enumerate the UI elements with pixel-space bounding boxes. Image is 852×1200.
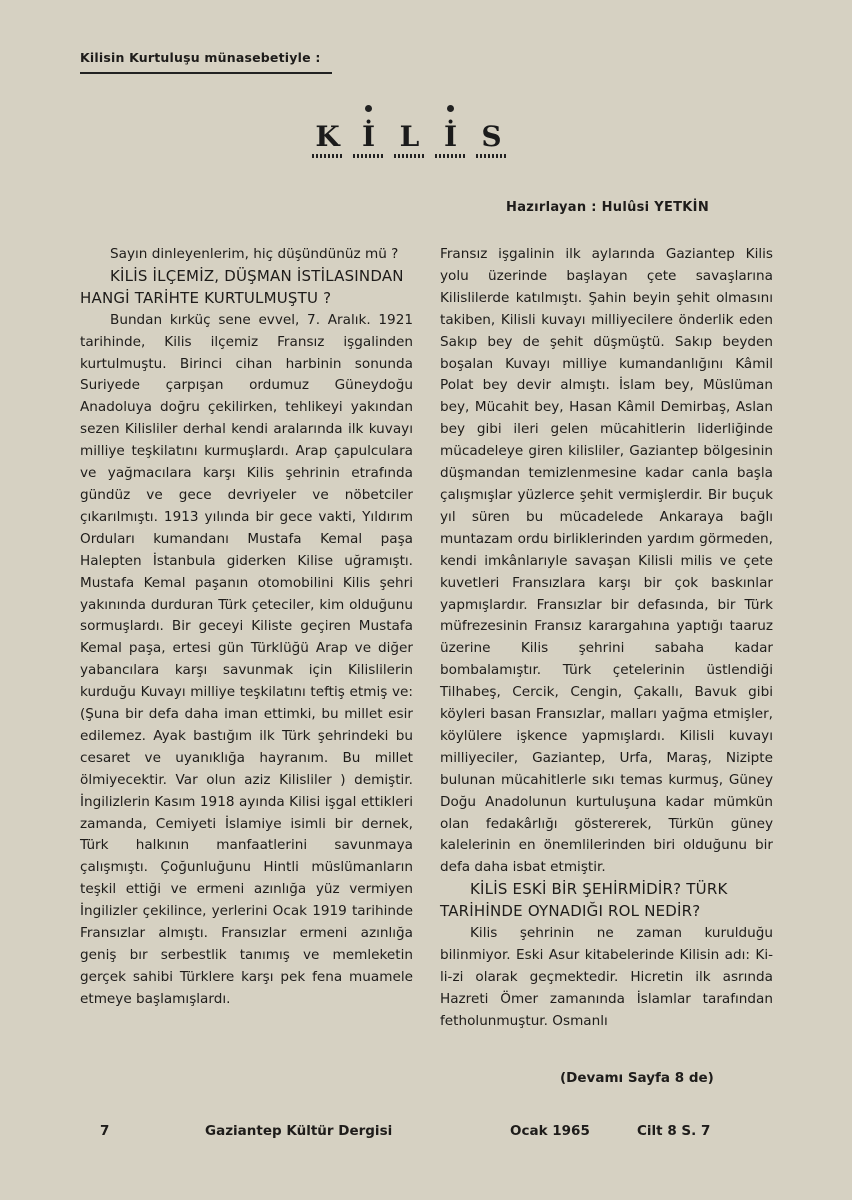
volume-info: Cilt 8 S. 7 <box>637 1123 711 1139</box>
body-paragraph: Fransız işgalinin ilk aylarında Gaziantep Kilis yolu üzerinde başlayan çete savaşlarına Kilislilerde katılmıştı. Şahin beyin şehit olmasını takiben, Kilisli kuvayı milliyecilere önderlik eden Sakıp bey de şehit düşmüştü. Sakıp beyden boşalan Kuvayı milliye kumandanlığını Kâmil Polat bey devir almıştı. İslam bey, Müslüman bey, Mücahit bey, Hasan Kâmil Demirbaş, Aslan bey gibi ileri gelen mücahitlerin liderliğinde mücadeleye giren kilisliler, Gaziantep bölgesinin düşmandan temizlenmesine kadar canla başla çalışmışlar yüzlerce şehit vermişlerdir. Bir buçuk yıl süren bu mücadelede Ankaraya bağlı muntazam ordu birliklerinden yardım görmeden, kendi imkânlarıyle savaşan Kilisli milis ve çete kuvetleri Fransızlara karşı bir çok baskınlar yapmışlardır. Fransızlar bir defasında, bir Türk müfrezesinin Fransız karargahına yaptığı taaruz üzerine Kilis şehrini sabaha kadar bombalamıştır. Türk çetelerinin üstlendiği Tilhabeş, Cercik, Cengin, Çakallı, Bavuk gibi köyleri basan Fransızlar, malları yağma etmişler, köylülere işkence yapmışlardı. Kilisli kuvayı milliyeciler, Gaziantep, Urfa, Maraş, Nizipte bulunan mücahitlerle sıkı temas kurmuş, Güney Doğu Anadolunun kurtuluşuna kadar mümkün olan fedakârlığı göstererek, Türkün güney kalelerinin en önemlilerinden biri olduğunu bir defa daha isbat etmiştir. <box>440 246 773 876</box>
issue-date: Ocak 1965 <box>510 1123 590 1139</box>
body-paragraph: Bundan kırküç sene evvel, 7. Aralık. 1921 tarihinde, Kilis ilçemiz Fransız işgalinden kurtulmuştu. Birinci cihan harbinin sonunda Suriyede çarpışan ordumuz Güneydoğu Anadoluya doğru çekilirken, tehlikeyi yakından sezen Kilisliler derhal kendi aralarında ilk kuvayı milliye teşkilatını kurmuşlardı. Arap çapulculara ve yağmacılara karşı Kilis şehrinin etrafında gündüz ve gece devriyeler ve nöbetciler çıkarılmıştı. 1913 yılında bir gece vakti, Yıldırım Orduları kumandanı Mustafa Kemal paşa Halepten İstanbula giderken Kilise uğramıştı. Mustafa Kemal paşanın otomobilini Kilis şehri yakınında durduran Türk çeteciler, kim olduğunu sormuşlardı. Bir geceyi Kiliste geçiren Mustafa Kemal paşa, ertesi gün Türklüğü Arap ve diğer yabancılara karşı savunmak için Kilislilerin kurduğu Kuvayı milliye teşkilatını teftiş etmiş ve: (Şuna bir defa daha iman ettimki, bu millet esir edilemez. Ayak bastığım ilk Türk şehrindeki bu cesaret ve uyanıklığa hayranım. Bu millet ölmiyecektir. Var olun aziz Kilisliler ) demiştir. İngilizlerin Kasım 1918 ayında Kilisi işgal ettikleri zamanda, Cemiyeti İslamiye isimli bir dernek, Türk halkının manfaatlerini savunmaya çalışmıştı. Çoğunluğunu Hintli müslümanların teşkil ettiği ve ermeni azınlığa yüz vermiyen İngilizler çekilince, yerlerini Ocak 1919 tarihinde Fransızlar almıştı. Fransızlar ermeni azınlığa geniş bır serbestlik tanımış ve memleketin gerçek sahibi Türklere karşı pek fena muamele etmeye başlamışlardı. <box>80 311 413 1007</box>
body-paragraph: Kilis şehrinin ne zaman kurulduğu bilinmiyor. Eski Asur kitabelerinde Kilisin adı: Ki-li-zi olarak geçmektedir. Hicretin ilk asrında Hazreti Ömer zamanında İslamlar tarafından fetholunmuştur. Osmanlı <box>440 925 773 1029</box>
title-letter: İ <box>353 117 384 155</box>
title-letter: K <box>312 117 343 155</box>
header-rule <box>80 72 332 74</box>
section-heading: KİLİS ESKİ BİR ŞEHİRMİDİR? TÜRK TARİHİNDE OYNADIĞI ROL NEDİR? <box>440 880 728 921</box>
page-number: 7 <box>100 1123 110 1139</box>
title-letter: İ <box>435 117 466 155</box>
left-column <box>80 244 413 1011</box>
page-title <box>312 117 507 155</box>
title-letter: S <box>476 117 507 155</box>
magazine-name: Gaziantep Kültür Dergisi <box>205 1123 393 1139</box>
author-byline: Hazırlayan : Hulûsi YETKİN <box>506 200 709 215</box>
section-heading: KİLİS İLÇEMİZ, DÜŞMAN İSTİLASINDAN HANGİ TARİHTE KURTULMUŞTU ? <box>80 266 404 307</box>
intro-question: Sayın dinleyenlerim, hiç düşündünüz mü ? <box>110 246 399 262</box>
continued-note: (Devamı Sayfa 8 de) <box>560 1070 714 1086</box>
title-letter: L <box>394 117 425 155</box>
header-occasion: Kilisin Kurtuluşu münasebetiyle : <box>80 50 321 65</box>
right-column <box>440 244 773 1033</box>
